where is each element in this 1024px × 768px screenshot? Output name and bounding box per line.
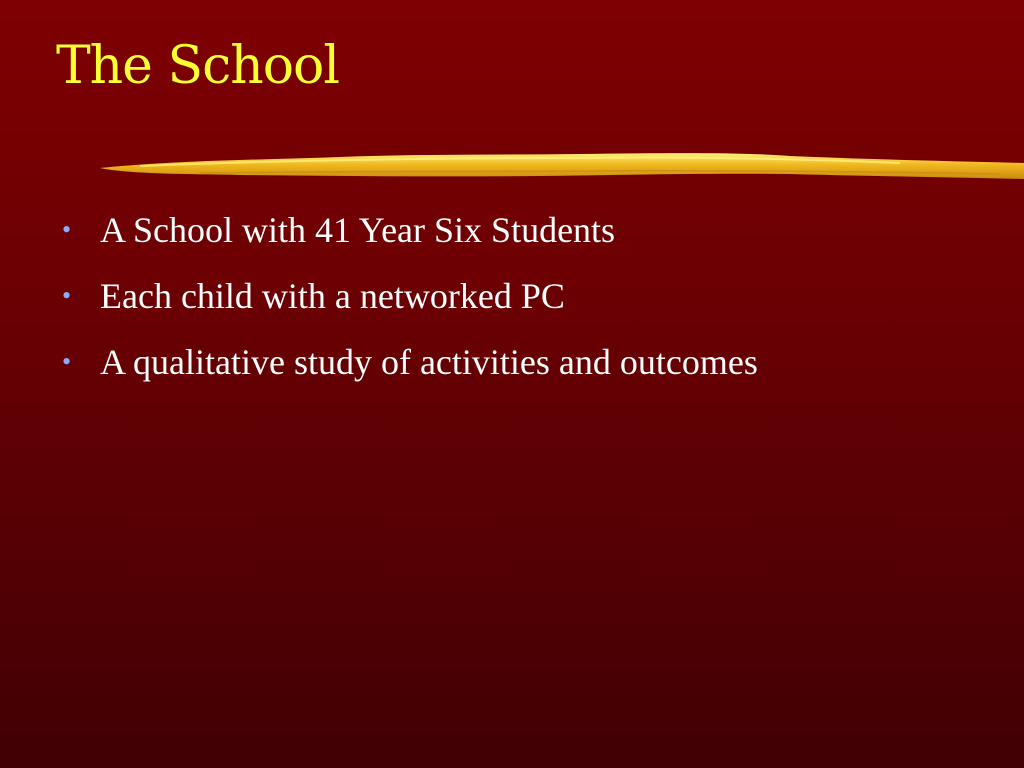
bullet-marker: • bbox=[62, 281, 72, 310]
bullet-text: Each child with a networked PC bbox=[100, 276, 565, 316]
bullet-text: A School with 41 Year Six Students bbox=[100, 210, 616, 250]
bullet-list bbox=[62, 204, 822, 402]
brush-stroke-divider bbox=[0, 146, 1024, 190]
bullet-item bbox=[62, 204, 822, 256]
bullet-text: A qualitative study of activities and outcomes bbox=[100, 342, 758, 382]
bullet-marker: • bbox=[62, 215, 72, 244]
slide-title: The School bbox=[56, 36, 339, 96]
bullet-marker: • bbox=[62, 347, 72, 376]
bullet-item bbox=[62, 336, 822, 388]
bullet-item bbox=[62, 270, 822, 322]
